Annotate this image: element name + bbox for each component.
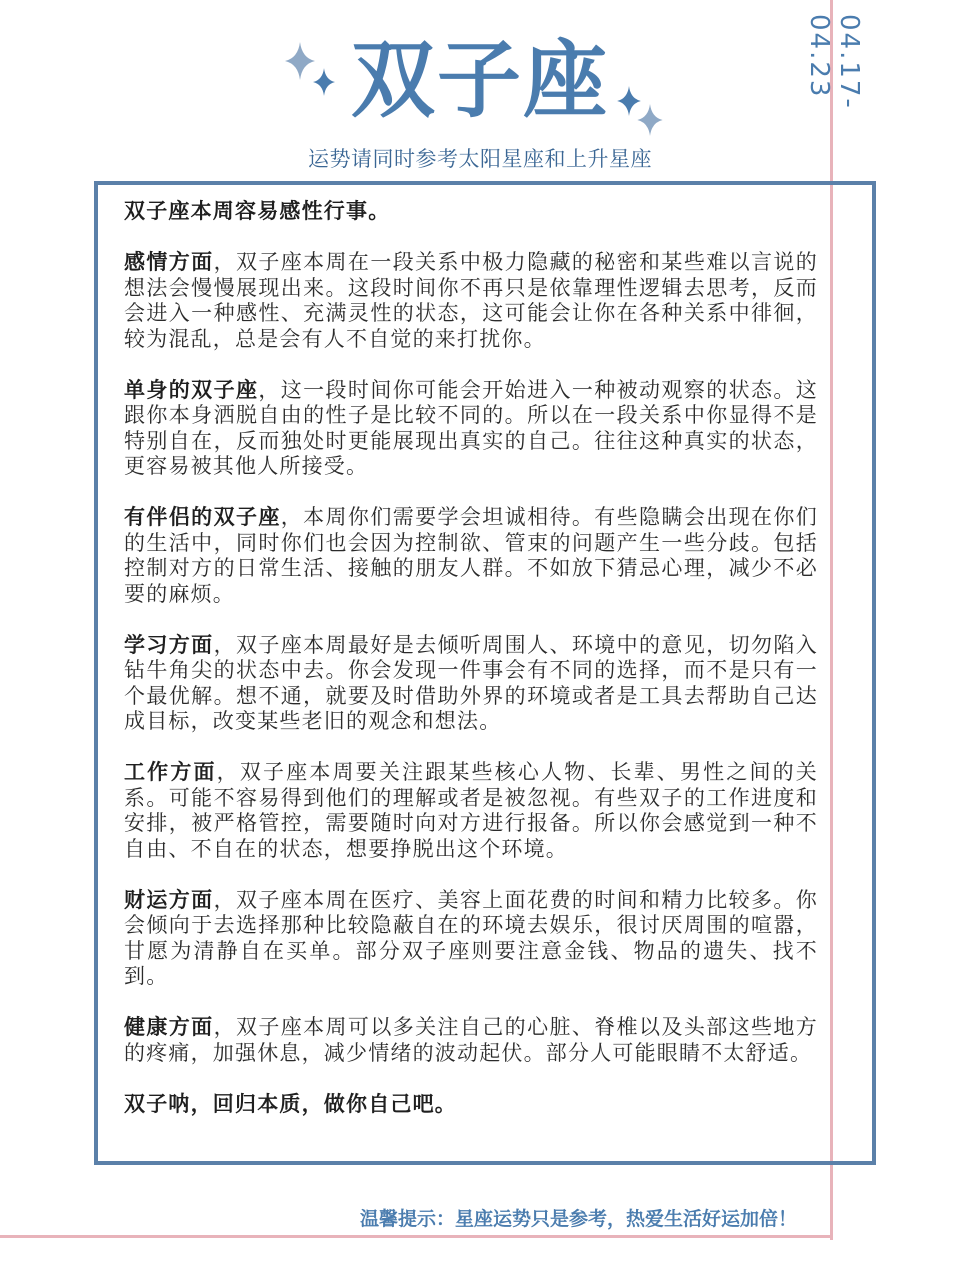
section-heading: 学习方面: [124, 632, 214, 657]
section-body: ，双子座本周要关注跟某些核心人物、长辈、男性之间的关系。可能不容易得到他们的理解或者是被忽视。有些双子的工作进度和安排，被严格管控，需要随时向对方进行报备。所以你会感觉到一种不自由、不自在的状态，想要挣脱出这个环境。: [124, 760, 818, 861]
date-range: 04.17-04.23: [804, 14, 864, 110]
section-body: ，双子座本周在一段关系中极力隐藏的秘密和某些难以言说的想法会慢慢展现出来。这段时间你不再只是依靠理性逻辑去思考，反而会进入一种感性、充满灵性的状态，这可能会让你在各种关系中徘徊，较为混乱，总是会有人不自觉的来打扰你。: [124, 250, 818, 351]
section-body: ，这一段时间你可能会开始进入一种被动观察的状态。这跟你本身洒脱自由的性子是比较不同的。所以在一段关系中你显得不是特别自在，反而独处时更能展现出真实的自己。往往这种真实的状态，更容易被其他人所接受。: [124, 377, 818, 478]
section-heading: 单身的双子座: [124, 377, 259, 402]
closing-text: 双子呐，回归本质，做你自己吧。: [124, 1091, 457, 1116]
section-heading: 感情方面: [124, 250, 214, 274]
section-body: ，双子座本周在医疗、美容上面花费的时间和精力比较多。你会倾向于去选择那种比较隐蔽自在的环境去娱乐，很讨厌周围的喧嚣，甘愿为清静自在买单。部分双子座则要注意金钱、物品的遗失、找不到。: [124, 887, 818, 988]
horoscope-text: [124, 199, 818, 1143]
sparkle-icon: [285, 42, 315, 80]
section-heading: 财运方面: [124, 887, 214, 912]
section-heading: 健康方面: [124, 1015, 214, 1039]
content-box: [94, 181, 876, 1165]
pink-frame-horizontal-line: [0, 1235, 833, 1238]
sparkle-icon: [637, 104, 663, 136]
section-study: [124, 633, 818, 735]
section-heading: 有伴侣的双子座: [124, 505, 281, 529]
section-partnered: [124, 505, 818, 607]
sparkle-icon: [313, 68, 335, 96]
footer-tip: 温馨提示：星座运势只是参考，热爱生活好运加倍！: [360, 1208, 798, 1230]
section-body: ，本周你们需要学会坦诚相待。有些隐瞒会出现在你们的生活中，同时你们也会因为控制欲、管束的问题产生一些分歧。包括控制对方的日常生活、接触的朋友人群。不如放下猜忌心理，减少不必要的麻烦。: [124, 505, 818, 606]
section-heading: 工作方面: [124, 760, 217, 784]
section-health: [124, 1015, 818, 1066]
page-title: 双子座: [350, 31, 609, 129]
section-love: [124, 250, 818, 352]
intro-paragraph: [124, 199, 818, 225]
section-body: ，双子座本周最好是去倾听周围人、环境中的意见，切勿陷入钻牛角尖的状态中去。你会发现一件事会有不同的选择，而不是只有一个最优解。想不通，就要及时借助外界的环境或者是工具去帮助自己达成目标，改变某些老旧的观念和想法。: [124, 632, 818, 733]
section-work: [124, 760, 818, 862]
closing-paragraph: [124, 1092, 818, 1118]
subtitle: 运势请同时参考太阳星座和上升星座: [308, 147, 652, 171]
section-wealth: [124, 888, 818, 990]
section-single: [124, 378, 818, 480]
intro-text: 双子座本周容易感性行事。: [124, 199, 391, 223]
section-body: ，双子座本周可以多关注自己的心脏、脊椎以及头部这些地方的疼痛，加强休息，减少情绪的波动起伏。部分人可能眼睛不太舒适。: [124, 1015, 818, 1065]
